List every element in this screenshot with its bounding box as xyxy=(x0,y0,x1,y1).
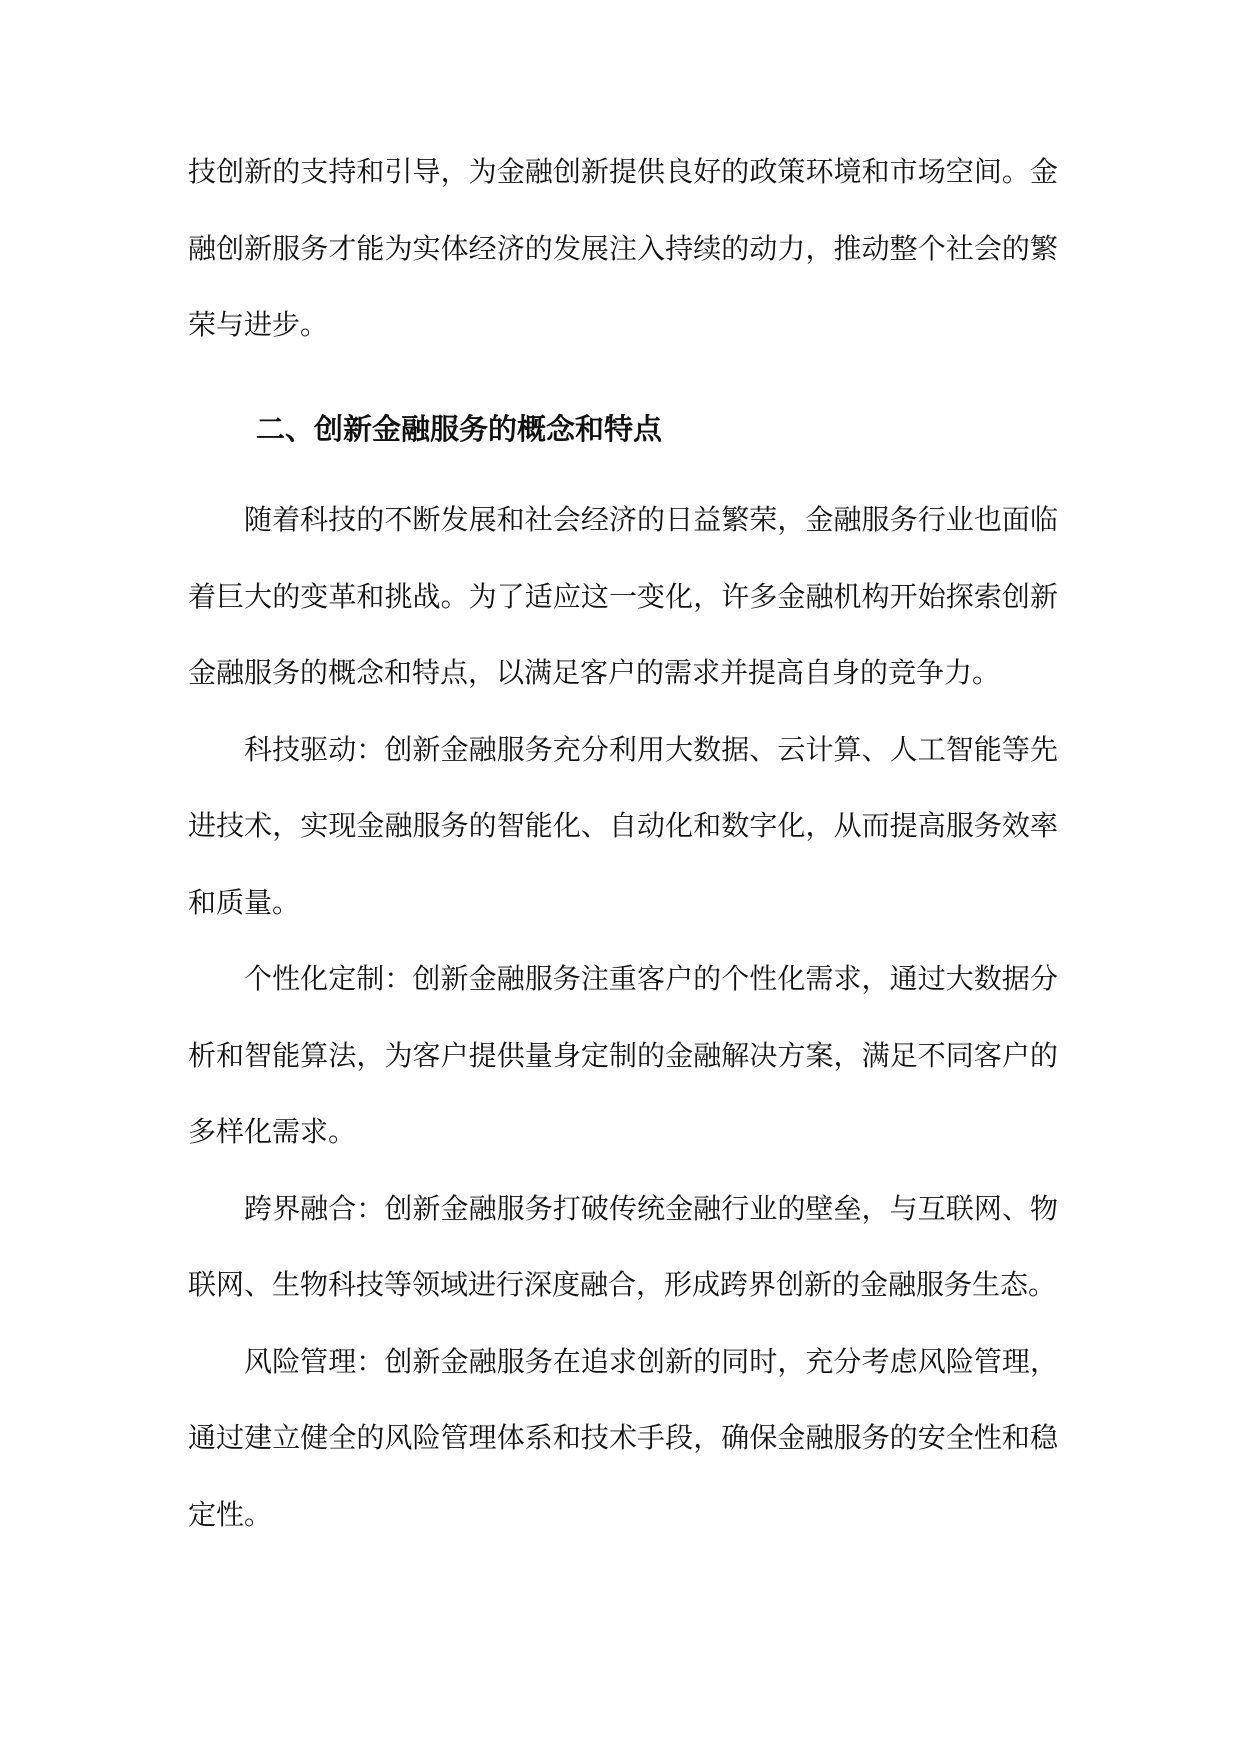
intro-paragraph: 技创新的支持和引导，为金融创新提供良好的政策环境和市场空间。金融创新服务才能为实体经济的发展注入持续的动力，推动整个社会的繁荣与进步。 xyxy=(188,155,1058,341)
section-body xyxy=(188,482,1058,1553)
paragraph-risk-management: 风险管理：创新金融服务在追求创新的同时，充分考虑风险管理，通过建立健全的风险管理体系和技术手段，确保金融服务的安全性和稳定性。 xyxy=(188,1344,1058,1531)
section-heading: 二、创新金融服务的概念和特点 xyxy=(256,412,663,446)
intro-section xyxy=(188,134,1058,364)
paragraph-personalization: 个性化定制：创新金融服务注重客户的个性化需求，通过大数据分析和智能算法，为客户提供量身定制的金融解决方案，满足不同客户的多样化需求。 xyxy=(188,962,1058,1148)
paragraph-intro: 随着科技的不断发展和社会经济的日益繁荣，金融服务行业也面临着巨大的变革和挑战。为了适应这一变化，许多金融机构开始探索创新金融服务的概念和特点，以满足客户的需求并提高自身的竞争力。 xyxy=(188,503,1058,689)
paragraph-cross-industry: 跨界融合：创新金融服务打破传统金融行业的壁垒，与互联网、物联网、生物科技等领域进行深度融合，形成跨界创新的金融服务生态。 xyxy=(188,1191,1058,1301)
paragraph-tech-driven: 科技驱动：创新金融服务充分利用大数据、云计算、人工智能等先进技术，实现金融服务的智能化、自动化和数字化，从而提高服务效率和质量。 xyxy=(188,732,1058,919)
